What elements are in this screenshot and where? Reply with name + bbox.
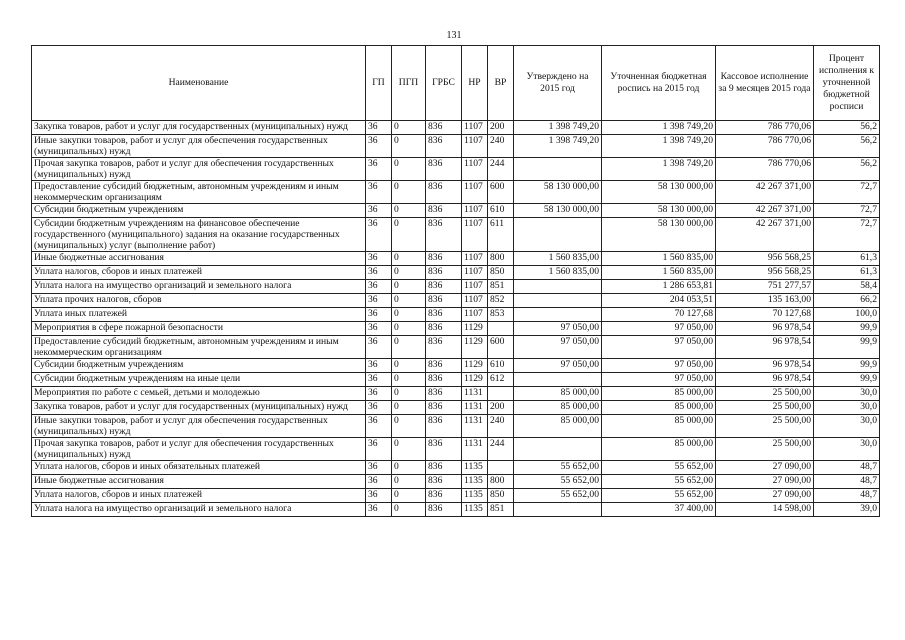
cell-gp: 36 <box>366 280 392 294</box>
cell-nr: 1107 <box>462 294 488 308</box>
table-row <box>32 121 880 135</box>
cell-gp: 36 <box>366 218 392 252</box>
cell-refined: 1 286 653,81 <box>602 280 716 294</box>
cell-grbs: 836 <box>426 294 462 308</box>
cell-grbs: 836 <box>426 336 462 359</box>
cell-approved: 1 398 749,20 <box>514 121 602 135</box>
cell-ppgp: 0 <box>392 415 426 438</box>
cell-nr: 1131 <box>462 401 488 415</box>
cell-cash: 42 267 371,00 <box>716 204 814 218</box>
cell-percent: 56,2 <box>814 121 880 135</box>
cell-gp: 36 <box>366 359 392 373</box>
cell-vr: 600 <box>488 336 514 359</box>
cell-gp: 36 <box>366 135 392 158</box>
cell-nr: 1107 <box>462 218 488 252</box>
cell-cash: 42 267 371,00 <box>716 218 814 252</box>
cell-ppgp: 0 <box>392 294 426 308</box>
table-row <box>32 322 880 336</box>
cell-nr: 1107 <box>462 252 488 266</box>
cell-nr: 1131 <box>462 415 488 438</box>
cell-approved: 1 560 835,00 <box>514 266 602 280</box>
cell-approved: 97 050,00 <box>514 336 602 359</box>
table-row <box>32 387 880 401</box>
cell-nr: 1107 <box>462 204 488 218</box>
table-row <box>32 266 880 280</box>
cell-percent: 72,7 <box>814 218 880 252</box>
table-row <box>32 158 880 181</box>
cell-approved: 85 000,00 <box>514 415 602 438</box>
cell-nr: 1129 <box>462 359 488 373</box>
cell-vr: 853 <box>488 308 514 322</box>
cell-gp: 36 <box>366 158 392 181</box>
cell-vr: 600 <box>488 181 514 204</box>
table-row <box>32 401 880 415</box>
col-header-refined: Уточненная бюджетная роспись на 2015 год <box>602 46 716 121</box>
cell-vr <box>488 387 514 401</box>
cell-grbs: 836 <box>426 373 462 387</box>
cell-name: Субсидии бюджетным учреждениям <box>32 359 366 373</box>
cell-approved: 58 130 000,00 <box>514 181 602 204</box>
cell-grbs: 836 <box>426 359 462 373</box>
cell-gp: 36 <box>366 475 392 489</box>
cell-refined: 55 652,00 <box>602 475 716 489</box>
cell-cash: 70 127,68 <box>716 308 814 322</box>
cell-ppgp: 0 <box>392 322 426 336</box>
cell-vr: 244 <box>488 438 514 461</box>
col-header-vr: ВР <box>488 46 514 121</box>
col-header-percent: Процент исполнения к уточненной бюджетной росписи <box>814 46 880 121</box>
cell-vr: 611 <box>488 218 514 252</box>
cell-name: Прочая закупка товаров, работ и услуг для обеспечения государственных (муниципальных) нужд <box>32 158 366 181</box>
cell-grbs: 836 <box>426 158 462 181</box>
col-header-nr: НР <box>462 46 488 121</box>
cell-percent: 61,3 <box>814 266 880 280</box>
cell-vr: 800 <box>488 252 514 266</box>
cell-grbs: 836 <box>426 135 462 158</box>
cell-name: Уплата налога на имущество организаций и земельного налога <box>32 280 366 294</box>
cell-percent: 61,3 <box>814 252 880 266</box>
cell-name: Уплата налогов, сборов и иных платежей <box>32 489 366 503</box>
cell-percent: 30,0 <box>814 401 880 415</box>
cell-ppgp: 0 <box>392 336 426 359</box>
cell-percent: 56,2 <box>814 158 880 181</box>
cell-name: Уплата налогов, сборов и иных платежей <box>32 266 366 280</box>
cell-refined: 58 130 000,00 <box>602 218 716 252</box>
table-row <box>32 489 880 503</box>
cell-name: Мероприятия по работе с семьей, детьми и молодежью <box>32 387 366 401</box>
cell-cash: 96 978,54 <box>716 373 814 387</box>
cell-name: Иные закупки товаров, работ и услуг для обеспечения государственных (муниципальных) нужд <box>32 135 366 158</box>
cell-percent: 39,0 <box>814 503 880 517</box>
table-row <box>32 308 880 322</box>
cell-gp: 36 <box>366 252 392 266</box>
cell-gp: 36 <box>366 121 392 135</box>
cell-percent: 99,9 <box>814 336 880 359</box>
cell-gp: 36 <box>366 387 392 401</box>
cell-refined: 85 000,00 <box>602 438 716 461</box>
cell-nr: 1135 <box>462 489 488 503</box>
cell-ppgp: 0 <box>392 438 426 461</box>
cell-name: Закупка товаров, работ и услуг для государственных (муниципальных) нужд <box>32 401 366 415</box>
cell-percent: 30,0 <box>814 387 880 401</box>
cell-ppgp: 0 <box>392 359 426 373</box>
cell-percent: 99,9 <box>814 322 880 336</box>
cell-gp: 36 <box>366 415 392 438</box>
cell-gp: 36 <box>366 336 392 359</box>
cell-refined: 1 560 835,00 <box>602 252 716 266</box>
cell-vr <box>488 461 514 475</box>
cell-percent: 72,7 <box>814 204 880 218</box>
cell-approved: 55 652,00 <box>514 489 602 503</box>
cell-vr: 200 <box>488 121 514 135</box>
cell-cash: 27 090,00 <box>716 461 814 475</box>
cell-ppgp: 0 <box>392 489 426 503</box>
cell-vr <box>488 322 514 336</box>
cell-percent: 100,0 <box>814 308 880 322</box>
table-row <box>32 461 880 475</box>
cell-nr: 1129 <box>462 373 488 387</box>
col-header-grbs: ГРБС <box>426 46 462 121</box>
cell-cash: 25 500,00 <box>716 438 814 461</box>
cell-gp: 36 <box>366 181 392 204</box>
cell-nr: 1107 <box>462 158 488 181</box>
cell-ppgp: 0 <box>392 387 426 401</box>
cell-gp: 36 <box>366 322 392 336</box>
cell-approved: 58 130 000,00 <box>514 204 602 218</box>
cell-percent: 99,9 <box>814 359 880 373</box>
cell-percent: 48,7 <box>814 489 880 503</box>
cell-name: Прочая закупка товаров, работ и услуг для обеспечения государственных (муниципальных) нужд <box>32 438 366 461</box>
cell-ppgp: 0 <box>392 266 426 280</box>
table-row <box>32 503 880 517</box>
cell-approved <box>514 438 602 461</box>
cell-refined: 85 000,00 <box>602 387 716 401</box>
cell-grbs: 836 <box>426 438 462 461</box>
cell-ppgp: 0 <box>392 503 426 517</box>
cell-approved: 97 050,00 <box>514 359 602 373</box>
cell-approved: 85 000,00 <box>514 401 602 415</box>
cell-name: Закупка товаров, работ и услуг для государственных (муниципальных) нужд <box>32 121 366 135</box>
cell-cash: 786 770,06 <box>716 158 814 181</box>
cell-grbs: 836 <box>426 503 462 517</box>
cell-ppgp: 0 <box>392 121 426 135</box>
cell-gp: 36 <box>366 438 392 461</box>
cell-refined: 1 398 749,20 <box>602 158 716 181</box>
cell-vr: 240 <box>488 135 514 158</box>
cell-cash: 786 770,06 <box>716 121 814 135</box>
cell-cash: 96 978,54 <box>716 359 814 373</box>
cell-approved: 1 398 749,20 <box>514 135 602 158</box>
cell-vr: 851 <box>488 280 514 294</box>
cell-refined: 37 400,00 <box>602 503 716 517</box>
cell-nr: 1131 <box>462 387 488 401</box>
cell-vr: 200 <box>488 401 514 415</box>
cell-refined: 70 127,68 <box>602 308 716 322</box>
table-row <box>32 181 880 204</box>
cell-cash: 25 500,00 <box>716 415 814 438</box>
cell-nr: 1107 <box>462 121 488 135</box>
cell-cash: 42 267 371,00 <box>716 181 814 204</box>
cell-percent: 58,4 <box>814 280 880 294</box>
cell-refined: 1 398 749,20 <box>602 135 716 158</box>
cell-nr: 1135 <box>462 503 488 517</box>
cell-refined: 1 398 749,20 <box>602 121 716 135</box>
cell-refined: 85 000,00 <box>602 401 716 415</box>
cell-percent: 48,7 <box>814 475 880 489</box>
col-header-name: Наименование <box>32 46 366 121</box>
cell-percent: 99,9 <box>814 373 880 387</box>
cell-name: Уплата прочих налогов, сборов <box>32 294 366 308</box>
cell-vr: 850 <box>488 489 514 503</box>
cell-approved <box>514 158 602 181</box>
cell-grbs: 836 <box>426 415 462 438</box>
col-header-gp: ГП <box>366 46 392 121</box>
cell-nr: 1107 <box>462 280 488 294</box>
cell-grbs: 836 <box>426 489 462 503</box>
cell-ppgp: 0 <box>392 373 426 387</box>
cell-refined: 204 053,51 <box>602 294 716 308</box>
cell-approved: 55 652,00 <box>514 461 602 475</box>
cell-percent: 56,2 <box>814 135 880 158</box>
cell-refined: 58 130 000,00 <box>602 181 716 204</box>
cell-refined: 55 652,00 <box>602 489 716 503</box>
cell-approved <box>514 373 602 387</box>
cell-grbs: 836 <box>426 204 462 218</box>
cell-approved <box>514 503 602 517</box>
cell-ppgp: 0 <box>392 158 426 181</box>
cell-grbs: 836 <box>426 218 462 252</box>
table-row <box>32 415 880 438</box>
cell-name: Предоставление субсидий бюджетным, автономным учреждениям и иным некоммерческим организациям <box>32 181 366 204</box>
cell-refined: 85 000,00 <box>602 415 716 438</box>
cell-percent: 30,0 <box>814 438 880 461</box>
cell-ppgp: 0 <box>392 280 426 294</box>
cell-percent: 48,7 <box>814 461 880 475</box>
cell-grbs: 836 <box>426 322 462 336</box>
cell-name: Иные бюджетные ассигнования <box>32 252 366 266</box>
cell-refined: 1 560 835,00 <box>602 266 716 280</box>
cell-vr: 850 <box>488 266 514 280</box>
cell-gp: 36 <box>366 503 392 517</box>
table-row <box>32 135 880 158</box>
table-row <box>32 475 880 489</box>
table-row <box>32 252 880 266</box>
cell-ppgp: 0 <box>392 252 426 266</box>
cell-name: Предоставление субсидий бюджетным, автономным учреждениям и иным некоммерческим организациям <box>32 336 366 359</box>
cell-approved <box>514 218 602 252</box>
cell-refined: 55 652,00 <box>602 461 716 475</box>
table-row <box>32 373 880 387</box>
cell-nr: 1131 <box>462 438 488 461</box>
cell-cash: 27 090,00 <box>716 489 814 503</box>
cell-approved <box>514 280 602 294</box>
cell-ppgp: 0 <box>392 401 426 415</box>
cell-approved <box>514 308 602 322</box>
cell-vr: 851 <box>488 503 514 517</box>
cell-vr: 610 <box>488 359 514 373</box>
cell-grbs: 836 <box>426 266 462 280</box>
table-row <box>32 280 880 294</box>
table-row <box>32 359 880 373</box>
cell-approved: 97 050,00 <box>514 322 602 336</box>
cell-vr: 240 <box>488 415 514 438</box>
cell-grbs: 836 <box>426 181 462 204</box>
cell-ppgp: 0 <box>392 204 426 218</box>
cell-approved: 85 000,00 <box>514 387 602 401</box>
page-number: 131 <box>446 30 462 41</box>
cell-cash: 956 568,25 <box>716 266 814 280</box>
cell-name: Субсидии бюджетным учреждениям на финансовое обеспечение государственного (муниципального) задания на оказание государственных (муниципальных) услуг (выполнение работ) <box>32 218 366 252</box>
cell-approved: 1 560 835,00 <box>514 252 602 266</box>
cell-gp: 36 <box>366 294 392 308</box>
cell-cash: 786 770,06 <box>716 135 814 158</box>
cell-refined: 58 130 000,00 <box>602 204 716 218</box>
table-row <box>32 204 880 218</box>
cell-grbs: 836 <box>426 280 462 294</box>
cell-refined: 97 050,00 <box>602 359 716 373</box>
cell-nr: 1129 <box>462 336 488 359</box>
cell-cash: 135 163,00 <box>716 294 814 308</box>
table-row <box>32 438 880 461</box>
cell-percent: 30,0 <box>814 415 880 438</box>
col-header-cash: Кассовое исполнение за 9 месяцев 2015 года <box>716 46 814 121</box>
cell-ppgp: 0 <box>392 461 426 475</box>
cell-cash: 27 090,00 <box>716 475 814 489</box>
cell-cash: 14 598,00 <box>716 503 814 517</box>
col-header-ppgp: ПГП <box>392 46 426 121</box>
cell-vr: 612 <box>488 373 514 387</box>
cell-name: Мероприятия в сфере пожарной безопасности <box>32 322 366 336</box>
cell-cash: 751 277,57 <box>716 280 814 294</box>
cell-ppgp: 0 <box>392 308 426 322</box>
col-header-approved: Утверждено на 2015 год <box>514 46 602 121</box>
cell-gp: 36 <box>366 204 392 218</box>
cell-name: Субсидии бюджетным учреждениям на иные цели <box>32 373 366 387</box>
cell-nr: 1129 <box>462 322 488 336</box>
cell-cash: 25 500,00 <box>716 387 814 401</box>
cell-refined: 97 050,00 <box>602 322 716 336</box>
cell-grbs: 836 <box>426 252 462 266</box>
cell-refined: 97 050,00 <box>602 373 716 387</box>
cell-cash: 96 978,54 <box>716 336 814 359</box>
cell-grbs: 836 <box>426 121 462 135</box>
cell-cash: 96 978,54 <box>716 322 814 336</box>
cell-vr: 800 <box>488 475 514 489</box>
cell-ppgp: 0 <box>392 475 426 489</box>
cell-percent: 72,7 <box>814 181 880 204</box>
table-row <box>32 336 880 359</box>
cell-gp: 36 <box>366 461 392 475</box>
cell-grbs: 836 <box>426 461 462 475</box>
cell-name: Субсидии бюджетным учреждениям <box>32 204 366 218</box>
cell-nr: 1135 <box>462 461 488 475</box>
cell-gp: 36 <box>366 308 392 322</box>
cell-percent: 66,2 <box>814 294 880 308</box>
cell-gp: 36 <box>366 401 392 415</box>
cell-ppgp: 0 <box>392 135 426 158</box>
cell-name: Иные бюджетные ассигнования <box>32 475 366 489</box>
cell-vr: 244 <box>488 158 514 181</box>
cell-nr: 1107 <box>462 135 488 158</box>
table-header <box>32 46 880 121</box>
cell-cash: 25 500,00 <box>716 401 814 415</box>
cell-approved: 55 652,00 <box>514 475 602 489</box>
cell-vr: 610 <box>488 204 514 218</box>
cell-grbs: 836 <box>426 387 462 401</box>
cell-nr: 1107 <box>462 181 488 204</box>
budget-table <box>31 45 880 517</box>
cell-gp: 36 <box>366 266 392 280</box>
cell-approved <box>514 294 602 308</box>
table-row <box>32 294 880 308</box>
cell-grbs: 836 <box>426 308 462 322</box>
cell-grbs: 836 <box>426 475 462 489</box>
cell-ppgp: 0 <box>392 218 426 252</box>
cell-gp: 36 <box>366 489 392 503</box>
table-row <box>32 218 880 252</box>
cell-name: Уплата иных платежей <box>32 308 366 322</box>
cell-cash: 956 568,25 <box>716 252 814 266</box>
cell-name: Уплата налогов, сборов и иных обязательных платежей <box>32 461 366 475</box>
cell-gp: 36 <box>366 373 392 387</box>
cell-name: Иные закупки товаров, работ и услуг для обеспечения государственных (муниципальных) нужд <box>32 415 366 438</box>
cell-ppgp: 0 <box>392 181 426 204</box>
cell-name: Уплата налога на имущество организаций и земельного налога <box>32 503 366 517</box>
cell-refined: 97 050,00 <box>602 336 716 359</box>
cell-nr: 1107 <box>462 266 488 280</box>
cell-nr: 1135 <box>462 475 488 489</box>
cell-grbs: 836 <box>426 401 462 415</box>
cell-nr: 1107 <box>462 308 488 322</box>
cell-vr: 852 <box>488 294 514 308</box>
